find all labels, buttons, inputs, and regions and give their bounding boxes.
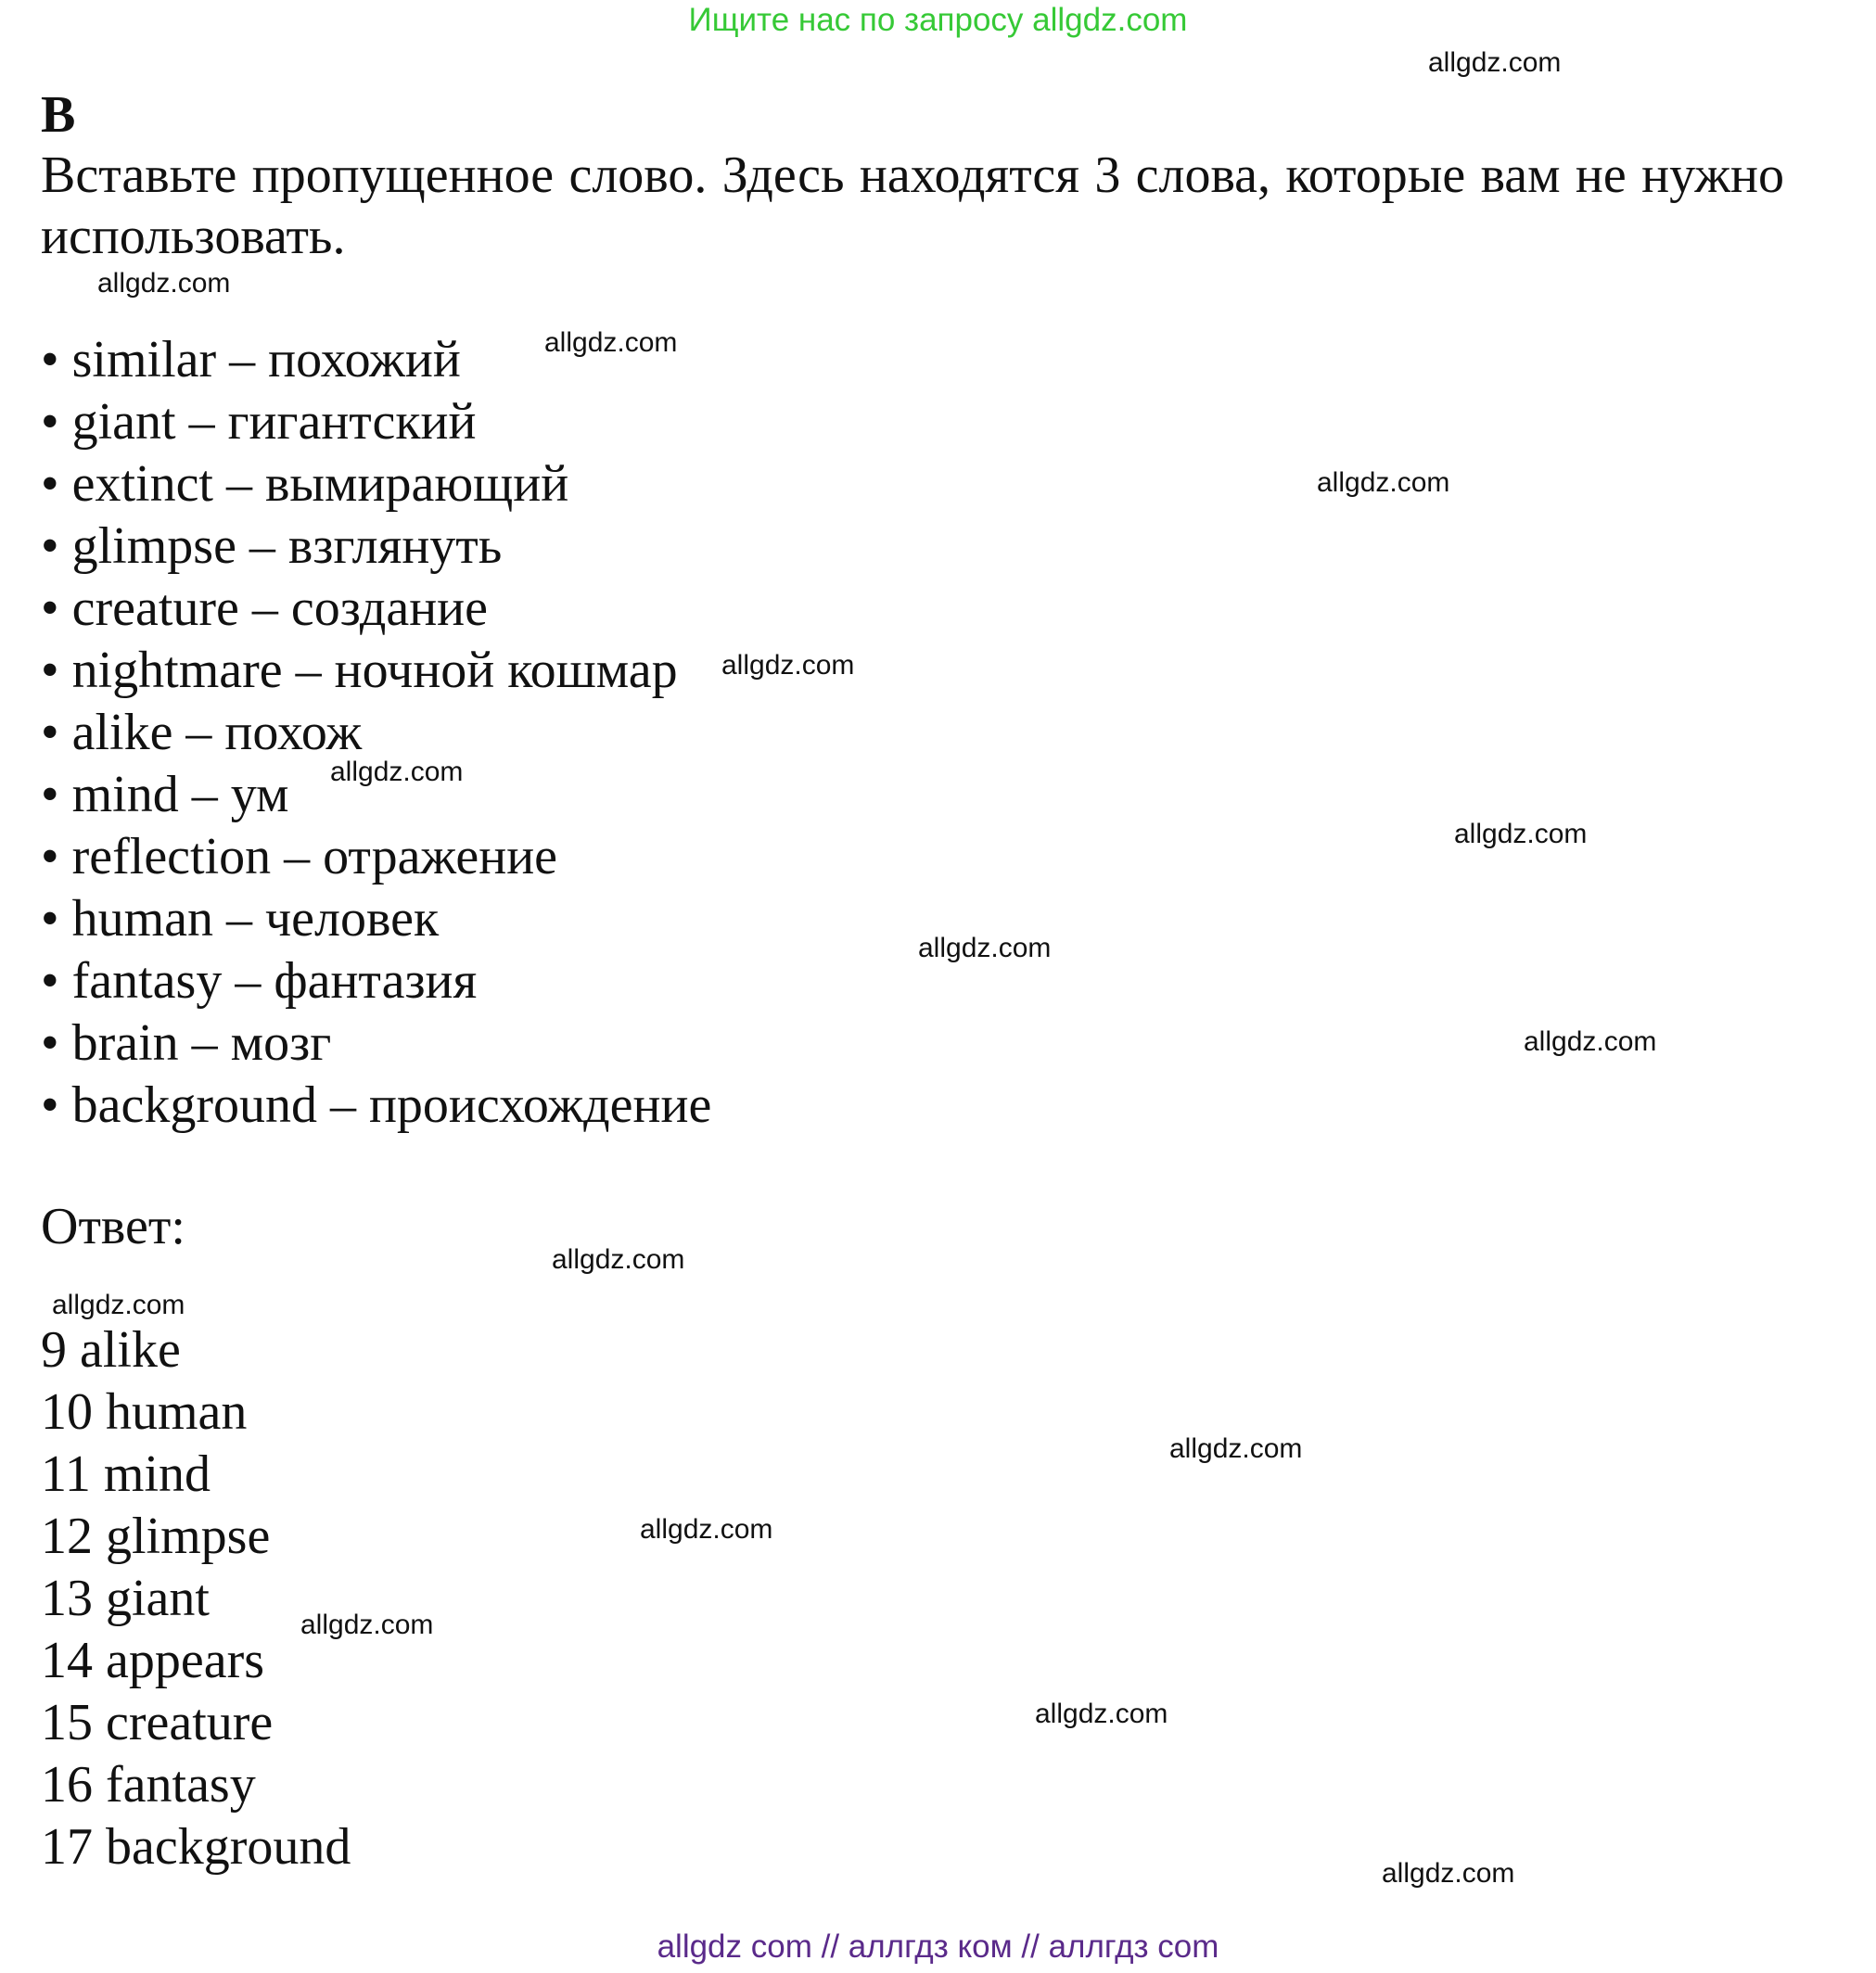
watermark: allgdz.com — [1169, 1433, 1303, 1464]
vocab-item: • brain – мозг — [41, 1014, 332, 1072]
vocab-item: • similar – похожий — [41, 331, 461, 388]
answer-item: 11 mind — [41, 1445, 211, 1503]
section-letter: B — [41, 86, 76, 144]
watermark: allgdz.com — [52, 1290, 185, 1320]
watermark: allgdz.com — [721, 650, 855, 681]
answer-item: 17 background — [41, 1818, 351, 1876]
watermark: allgdz.com — [918, 933, 1052, 963]
vocab-item: • giant – гигантский — [41, 393, 477, 451]
vocab-item: • mind – ум — [41, 766, 289, 823]
watermark: allgdz.com — [1454, 819, 1588, 849]
answer-item: 12 glimpse — [41, 1508, 271, 1565]
task-instruction: Вставьте пропущенное слово. Здесь находятся 3 слова, которые вам не нужно использовать. — [41, 146, 1784, 265]
bottom-banner: allgdz com // аллгдз ком // аллгдз com — [657, 1928, 1219, 1965]
watermark: allgdz.com — [552, 1244, 685, 1275]
answer-item: 14 appears — [41, 1632, 265, 1689]
watermark: allgdz.com — [640, 1514, 773, 1545]
answer-list — [41, 1319, 351, 1878]
watermark: allgdz.com — [1382, 1858, 1515, 1889]
answer-item: 9 alike — [41, 1321, 181, 1379]
answer-label: Ответ: — [41, 1198, 185, 1255]
vocab-item: • extinct – вымирающий — [41, 455, 569, 513]
vocab-item: • alike – похож — [41, 704, 363, 761]
watermark: allgdz.com — [300, 1610, 434, 1640]
vocab-item: • background – происхождение — [41, 1076, 712, 1134]
vocab-item: • glimpse – взглянуть — [41, 517, 503, 575]
vocab-item: • fantasy – фантазия — [41, 952, 478, 1010]
watermark: allgdz.com — [1035, 1699, 1168, 1729]
top-banner: Ищите нас по запросу allgdz.com — [688, 2, 1188, 38]
watermark: allgdz.com — [544, 327, 678, 358]
watermark: allgdz.com — [97, 268, 231, 299]
answer-item: 13 giant — [41, 1570, 210, 1627]
answer-item: 15 creature — [41, 1694, 274, 1751]
vocabulary-list — [41, 329, 711, 1137]
answer-item: 16 fantasy — [41, 1756, 256, 1814]
watermark: allgdz.com — [1428, 47, 1562, 78]
watermark: allgdz.com — [1524, 1026, 1657, 1057]
answer-item: 10 human — [41, 1383, 248, 1441]
vocab-item: • human – человек — [41, 890, 440, 948]
watermark: allgdz.com — [1317, 467, 1450, 498]
vocab-item: • creature – создание — [41, 579, 488, 637]
vocab-item: • reflection – отражение — [41, 828, 558, 885]
vocab-item: • nightmare – ночной кошмар — [41, 642, 678, 699]
watermark: allgdz.com — [330, 757, 464, 787]
